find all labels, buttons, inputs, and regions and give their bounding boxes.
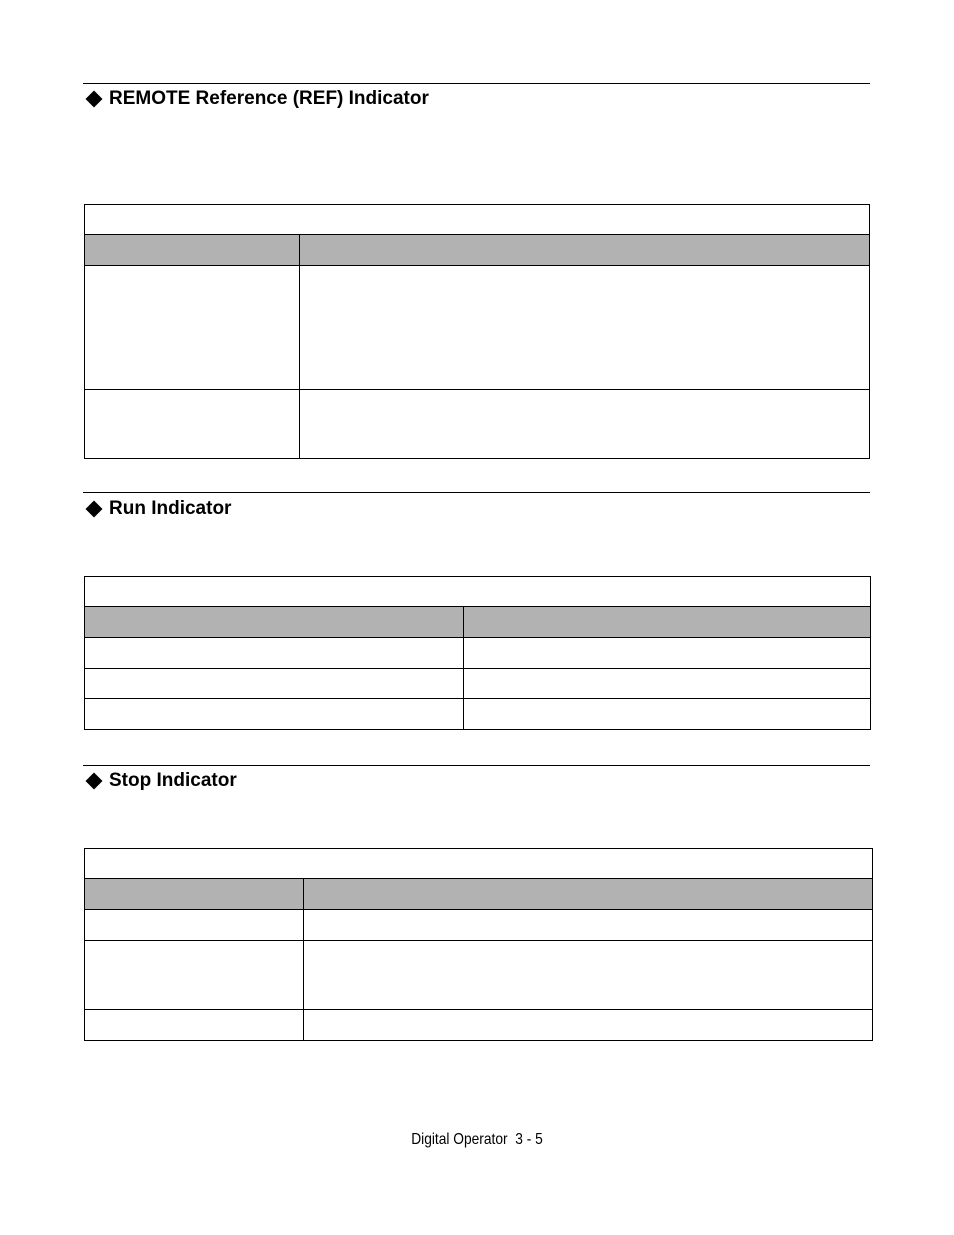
table-cell [464,699,871,730]
ref-indicator-table [84,204,870,459]
table-header-cell [85,879,304,910]
table-cell [464,638,871,669]
table-caption-cell [85,577,871,607]
table-cell [85,910,304,941]
table-caption-row [85,577,871,607]
run-indicator-table [84,576,871,730]
section-rule-run [83,492,870,493]
table-row [85,910,873,941]
diamond-bullet-icon [86,773,103,790]
table-cell [304,941,873,1010]
diamond-bullet-icon [86,501,103,518]
table-cell [464,669,871,699]
table-cell [300,266,870,390]
table-caption-row [85,205,870,235]
section-rule-ref [83,83,870,84]
section-heading-run [84,497,231,521]
table-row [85,941,873,1010]
table-cell [85,699,464,730]
table-header-cell [300,235,870,266]
section-rule-stop [83,765,870,766]
section-heading-ref [84,87,429,111]
table-cell [85,266,300,390]
table-header-row [85,607,871,638]
stop-indicator-table [84,848,873,1041]
table-row [85,669,871,699]
page-footer: Digital Operator 3 - 5 [411,1131,543,1148]
table-header-row [85,879,873,910]
table-cell [300,390,870,459]
table-caption-row [85,849,873,879]
table-header-cell [464,607,871,638]
table-header-cell [85,607,464,638]
table-cell [304,910,873,941]
diamond-bullet-icon [86,91,103,108]
table-row [85,1010,873,1041]
table-caption-cell [85,205,870,235]
table-header-cell [304,879,873,910]
section-heading-stop [84,769,237,793]
table-cell [85,638,464,669]
section-heading-stop-text: Stop Indicator [109,770,237,791]
table-row [85,266,870,390]
table-cell [304,1010,873,1041]
table-cell [85,1010,304,1041]
table-caption-cell [85,849,873,879]
section-heading-run-text: Run Indicator [109,498,232,519]
table-cell [85,941,304,1010]
table-row [85,638,871,669]
table-row [85,699,871,730]
table-header-cell [85,235,300,266]
table-cell [85,390,300,459]
table-row [85,390,870,459]
section-heading-ref-text: REMOTE Reference (REF) Indicator [109,88,429,109]
table-cell [85,669,464,699]
table-header-row [85,235,870,266]
